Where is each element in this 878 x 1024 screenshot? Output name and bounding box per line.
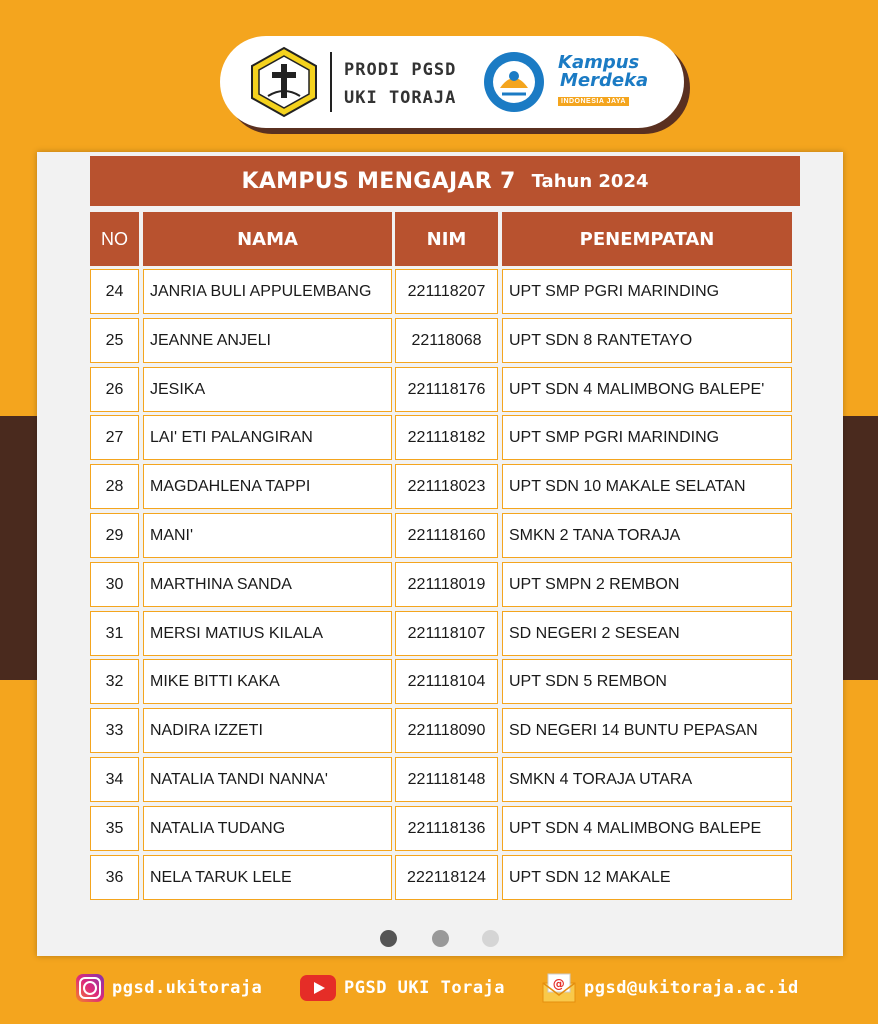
kampus-merdeka-tagline: INDONESIA JAYA (558, 97, 629, 106)
kampus-merdeka-line-1: Kampus (558, 52, 640, 73)
row-no: 32 (90, 659, 139, 704)
row-nama: NATALIA TUDANG (143, 806, 392, 851)
email-icon (542, 973, 576, 1003)
youtube-icon (300, 975, 336, 1001)
uki-logo-icon (248, 46, 320, 118)
row-nim: 221118019 (395, 562, 498, 607)
row-no: 33 (90, 708, 139, 753)
youtube-channel: PGSD UKI Toraja (344, 978, 506, 998)
header-card (220, 36, 684, 128)
row-nim: 221118104 (395, 659, 498, 704)
prodi-line-2: UKI TORAJA (344, 88, 457, 108)
row-nama: JANRIA BULI APPULEMBANG (143, 269, 392, 314)
row-penempatan: UPT SDN 4 MALIMBONG BALEPE (502, 806, 792, 851)
footer-email[interactable] (542, 972, 799, 1004)
row-nama: MIKE BITTI KAKA (143, 659, 392, 704)
svg-text:@: @ (552, 977, 566, 991)
row-nim: 22118068 (395, 318, 498, 363)
row-no: 31 (90, 611, 139, 656)
row-penempatan: UPT SDN 8 RANTETAYO (502, 318, 792, 363)
row-penempatan: SMKN 2 TANA TORAJA (502, 513, 792, 558)
table-panel (37, 152, 843, 956)
row-nim: 222118124 (395, 855, 498, 900)
prodi-line-1: PRODI PGSD (344, 60, 457, 80)
row-no: 29 (90, 513, 139, 558)
row-nama: MANI' (143, 513, 392, 558)
row-penempatan: SMKN 4 TORAJA UTARA (502, 757, 792, 802)
title-main: KAMPUS MENGAJAR 7 (241, 168, 516, 194)
row-nama: NATALIA TANDI NANNA' (143, 757, 392, 802)
instagram-icon (76, 974, 104, 1002)
row-nama: JESIKA (143, 367, 392, 412)
header-divider (330, 52, 332, 112)
row-nama: JEANNE ANJELI (143, 318, 392, 363)
row-nim: 221118160 (395, 513, 498, 558)
row-nim: 221118148 (395, 757, 498, 802)
row-penempatan: UPT SMP PGRI MARINDING (502, 269, 792, 314)
row-no: 30 (90, 562, 139, 607)
row-no: 25 (90, 318, 139, 363)
header-penempatan: PENEMPATAN (502, 212, 792, 266)
row-no: 26 (90, 367, 139, 412)
row-penempatan: UPT SDN 10 MAKALE SELATAN (502, 464, 792, 509)
title-year: Tahun 2024 (531, 170, 649, 192)
page-dot-1[interactable] (380, 930, 397, 947)
header-nim: NIM (395, 212, 498, 266)
row-nim: 221118182 (395, 415, 498, 460)
instagram-handle: pgsd.ukitoraja (112, 978, 263, 998)
row-no: 34 (90, 757, 139, 802)
header-no: NO (90, 212, 139, 266)
tut-wuri-handayani-logo-icon (482, 50, 546, 114)
row-no: 36 (90, 855, 139, 900)
row-nama: MERSI MATIUS KILALA (143, 611, 392, 656)
row-nim: 221118207 (395, 269, 498, 314)
prodi-title (344, 56, 456, 112)
row-no: 28 (90, 464, 139, 509)
row-nim: 221118023 (395, 464, 498, 509)
header-nama: NAMA (143, 212, 392, 266)
row-nama: LAI' ETI PALANGIRAN (143, 415, 392, 460)
kampus-merdeka-line-2: Merdeka (560, 70, 649, 91)
footer-youtube[interactable] (300, 972, 505, 1004)
row-penempatan: UPT SDN 5 REMBON (502, 659, 792, 704)
row-nama: MAGDAHLENA TAPPI (143, 464, 392, 509)
row-no: 27 (90, 415, 139, 460)
row-nim: 221118107 (395, 611, 498, 656)
row-penempatan: SD NEGERI 2 SESEAN (502, 611, 792, 656)
row-penempatan: SD NEGERI 14 BUNTU PEPASAN (502, 708, 792, 753)
page-dot-2[interactable] (432, 930, 449, 947)
row-no: 35 (90, 806, 139, 851)
page-dot-3[interactable] (482, 930, 499, 947)
kampus-merdeka-logo (558, 54, 648, 114)
row-no: 24 (90, 269, 139, 314)
row-nim: 221118136 (395, 806, 498, 851)
row-nim: 221118176 (395, 367, 498, 412)
row-penempatan: UPT SDN 12 MAKALE (502, 855, 792, 900)
row-nim: 221118090 (395, 708, 498, 753)
row-nama: MARTHINA SANDA (143, 562, 392, 607)
row-nama: NADIRA IZZETI (143, 708, 392, 753)
row-nama: NELA TARUK LELE (143, 855, 392, 900)
footer-instagram[interactable] (76, 972, 262, 1004)
row-penempatan: UPT SDN 4 MALIMBONG BALEPE' (502, 367, 792, 412)
row-penempatan: UPT SMPN 2 REMBON (502, 562, 792, 607)
row-penempatan: UPT SMP PGRI MARINDING (502, 415, 792, 460)
page-title (90, 156, 800, 206)
email-address: pgsd@ukitoraja.ac.id (584, 978, 799, 998)
